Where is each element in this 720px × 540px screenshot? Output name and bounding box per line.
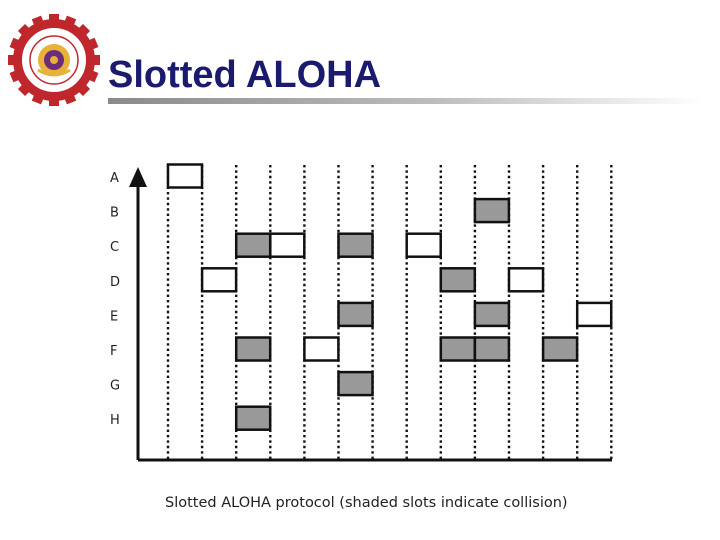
collision-frame	[236, 338, 270, 361]
collision-frame	[441, 338, 475, 361]
collision-frame	[475, 338, 509, 361]
axis-arrow-icon	[129, 167, 147, 187]
slotted-aloha-diagram	[100, 155, 620, 475]
university-logo	[8, 14, 100, 106]
diagram-caption: Slotted ALOHA protocol (shaded slots indicate collision)	[165, 495, 568, 511]
successful-frame	[577, 303, 611, 326]
title-underline	[108, 98, 704, 104]
collision-frame	[543, 338, 577, 361]
station-label: H	[110, 413, 120, 429]
successful-frame	[509, 268, 543, 291]
station-label: D	[110, 274, 121, 290]
station-label: B	[110, 205, 119, 221]
gear-emblem-icon	[8, 14, 100, 106]
station-label: A	[110, 171, 119, 186]
collision-frame	[475, 199, 509, 222]
station-label: C	[110, 240, 120, 256]
collision-frame	[441, 268, 475, 291]
station-label: F	[110, 344, 118, 359]
collision-frame	[339, 234, 373, 257]
station-label: E	[110, 309, 119, 325]
collision-frame	[236, 234, 270, 257]
successful-frame	[202, 268, 236, 291]
slide-title: Slotted ALOHA	[108, 54, 382, 96]
successful-frame	[304, 338, 338, 361]
collision-frame	[339, 372, 373, 395]
collision-frame	[475, 303, 509, 326]
successful-frame	[407, 234, 441, 257]
collision-frame	[339, 303, 373, 326]
station-label: G	[110, 378, 121, 394]
collision-frame	[236, 407, 270, 430]
successful-frame	[270, 234, 304, 257]
successful-frame	[168, 165, 202, 188]
